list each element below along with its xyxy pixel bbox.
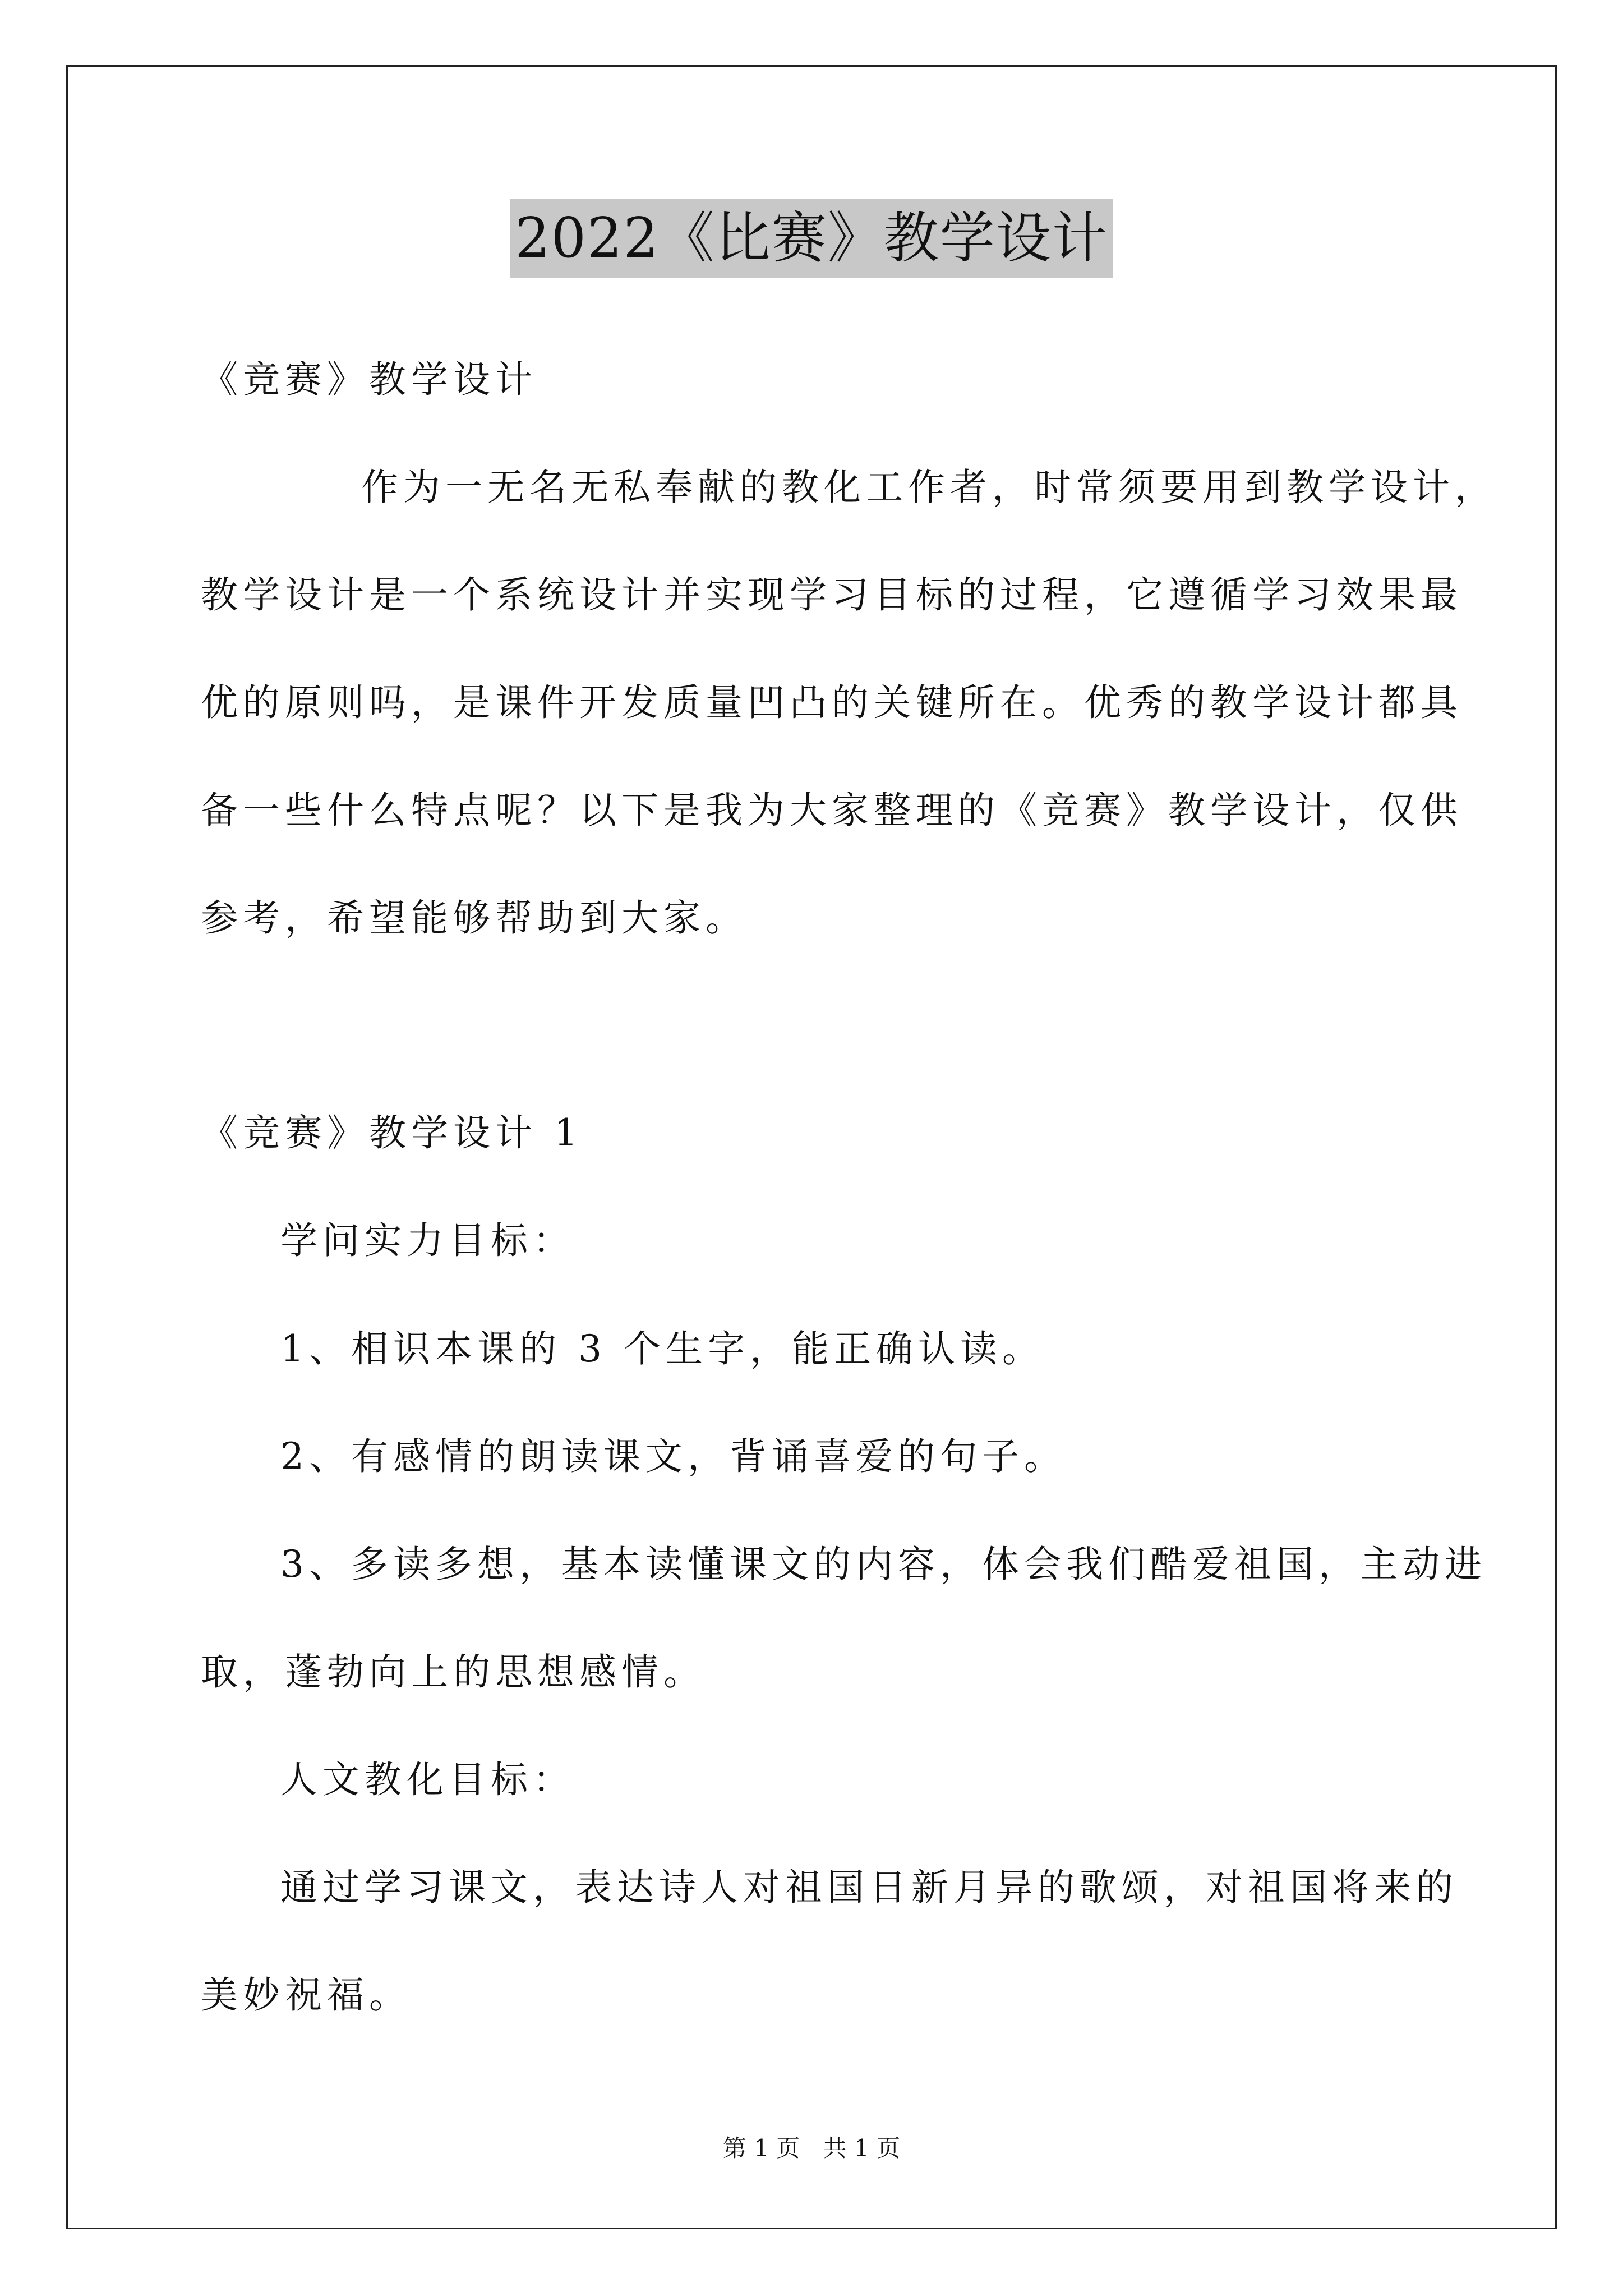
section1-heading: 《竞赛》教学设计 1 bbox=[201, 1111, 583, 1154]
intro-line-4: 备一些什么特点呢？以下是我为大家整理的《竞赛》教学设计，仅供 bbox=[201, 789, 1463, 832]
subheading: 《竞赛》教学设计 bbox=[201, 358, 537, 401]
humanistic-goals-heading: 人文教化目标： bbox=[280, 1758, 575, 1801]
intro-line-3: 优的原则吗，是课件开发质量凹凸的关键所在。优秀的教学设计都具 bbox=[201, 681, 1463, 724]
page-total: 共 1 页 bbox=[823, 2134, 901, 2162]
goal-2: 2、有感情的朗读课文，背诵喜爱的句子。 bbox=[280, 1435, 1066, 1478]
document-title: 2022《比赛》教学设计 bbox=[510, 199, 1112, 278]
humanistic-line-2: 美妙祝福。 bbox=[201, 1973, 411, 2017]
intro-line-2: 教学设计是一个系统设计并实现学习目标的过程，它遵循学习效果最 bbox=[201, 573, 1463, 616]
goal-1: 1、相识本课的 3 个生字，能正确认读。 bbox=[280, 1327, 1044, 1370]
goal-3-line-2: 取，蓬勃向上的思想感情。 bbox=[201, 1650, 706, 1694]
knowledge-goals-heading: 学问实力目标： bbox=[280, 1219, 575, 1262]
page-number: 第 1 页 bbox=[722, 2134, 800, 2162]
goal-3-line-1: 3、多读多想，基本读懂课文的内容，体会我们酷爱祖国，主动进 bbox=[280, 1543, 1487, 1586]
title-container bbox=[0, 199, 1623, 278]
humanistic-line-1: 通过学习课文，表达诗人对祖国日新月异的歌颂，对祖国将来的 bbox=[280, 1866, 1458, 1909]
intro-line-1: 作为一无名无私奉献的教化工作者，时常须要用到教学设计， bbox=[361, 466, 1497, 509]
page-footer bbox=[0, 2132, 1623, 2165]
intro-line-5: 参考，希望能够帮助到大家。 bbox=[201, 896, 748, 940]
